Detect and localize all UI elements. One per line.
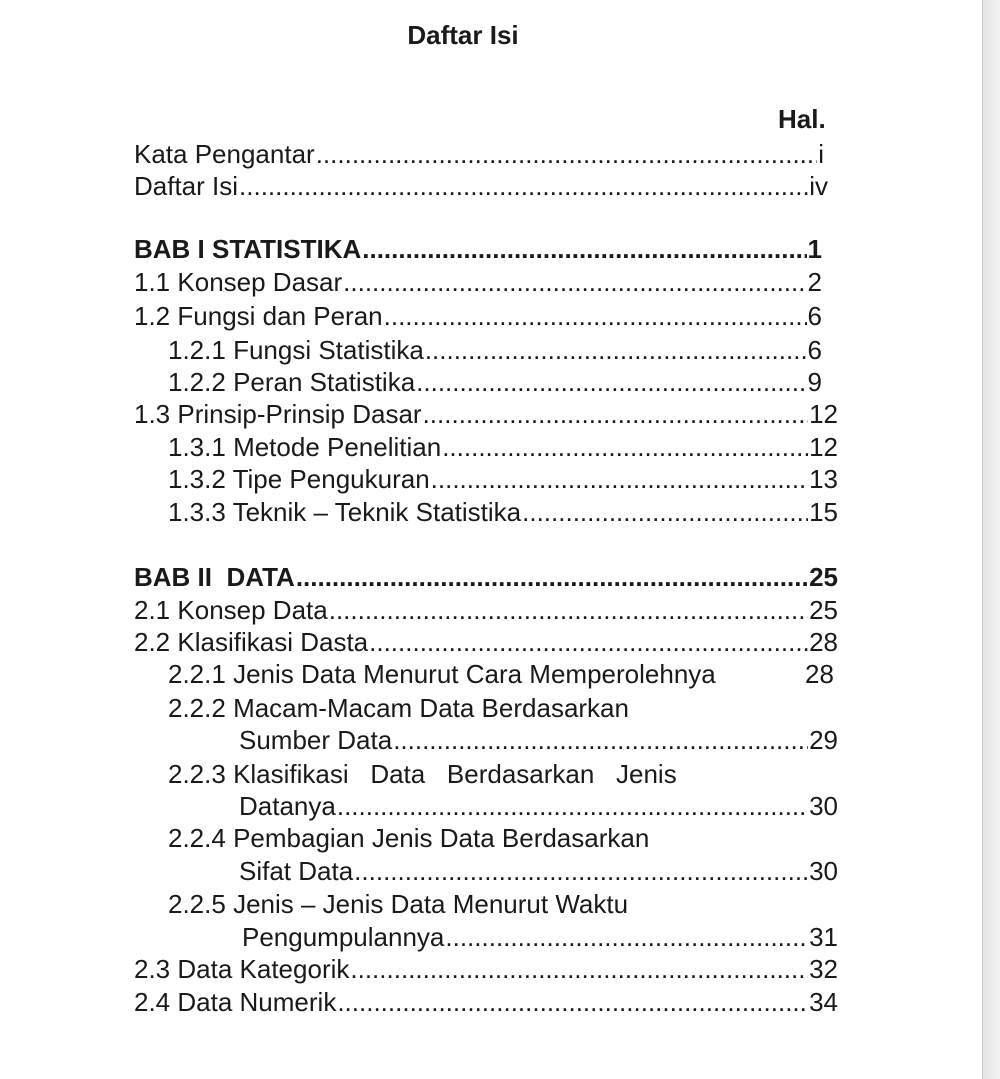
section-page: 30 xyxy=(809,791,838,821)
dot-leader xyxy=(425,334,807,366)
section-page: 29 xyxy=(809,725,838,755)
dot-leader xyxy=(343,266,806,298)
toc-entry xyxy=(168,658,716,690)
toc-entry-first-line xyxy=(168,758,677,790)
section-page: 6 xyxy=(807,335,822,365)
section-label: Peran Statistika xyxy=(233,367,416,397)
section-page: 2 xyxy=(807,267,822,297)
dot-leader xyxy=(354,855,808,887)
toc-entry-page: i xyxy=(818,139,824,169)
page-column-header: Hal. xyxy=(778,104,826,134)
section-number: 2.1 xyxy=(134,595,171,625)
toc-entry xyxy=(134,986,838,1018)
chapter-heading-bab-1 xyxy=(134,233,822,265)
section-label: Tipe Pengukuran xyxy=(232,464,430,494)
dot-leader xyxy=(329,594,808,626)
toc-entry-second-line xyxy=(239,724,838,756)
dot-leader xyxy=(369,626,808,658)
section-page: 25 xyxy=(809,595,838,625)
toc-entry xyxy=(134,594,838,626)
section-page: 31 xyxy=(809,922,838,952)
section-number: 2.2.1 xyxy=(168,659,226,689)
chapter-heading-page: 1 xyxy=(807,234,822,264)
dot-leader xyxy=(416,366,806,398)
section-label: Klasifikasi Dasta xyxy=(177,627,369,657)
toc-entry xyxy=(134,398,838,430)
dot-leader xyxy=(393,724,808,756)
toc-entry xyxy=(134,266,822,298)
dot-leader xyxy=(337,986,808,1018)
toc-entry xyxy=(168,496,838,528)
section-page: 15 xyxy=(809,497,838,527)
dot-leader xyxy=(522,496,808,528)
dot-leader xyxy=(296,561,808,593)
toc-entry-second-line xyxy=(239,855,838,887)
section-label-continued: Datanya xyxy=(239,791,336,821)
chapter-heading-label: BAB II DATA xyxy=(134,562,295,592)
toc-entry-label: Kata Pengantar xyxy=(134,139,315,169)
section-label-continued: Sifat Data xyxy=(239,856,354,886)
section-page: 13 xyxy=(809,464,838,494)
section-label: Teknik – Teknik Statistika xyxy=(232,497,522,527)
dot-leader xyxy=(445,921,808,953)
toc-entry xyxy=(168,463,838,495)
section-label: Pembagian Jenis Data Berdasarkan xyxy=(233,823,650,853)
section-number: 2.2.5 xyxy=(168,889,226,919)
section-page: 32 xyxy=(809,954,838,984)
toc-entry xyxy=(134,953,838,985)
dot-leader xyxy=(316,138,818,170)
section-label: Data Numerik xyxy=(177,987,337,1017)
section-number: 1.3 xyxy=(134,399,171,429)
toc-entry-first-line xyxy=(168,888,628,920)
section-label: Data Kategorik xyxy=(177,954,350,984)
section-page: 12 xyxy=(809,432,838,462)
section-number: 1.2 xyxy=(134,301,171,331)
section-page: 6 xyxy=(807,301,822,331)
page-edge-shadow xyxy=(982,0,1000,1079)
section-number: 2.2.4 xyxy=(168,823,226,853)
section-label: Klasifikasi Data Berdasarkan Jenis xyxy=(233,759,677,789)
section-page: 34 xyxy=(809,987,838,1017)
toc-entry xyxy=(168,366,822,398)
section-number: 2.3 xyxy=(134,954,171,984)
toc-entry xyxy=(134,626,838,658)
dot-leader xyxy=(431,463,808,495)
section-number: 1.3.3 xyxy=(168,497,226,527)
section-number: 2.2 xyxy=(134,627,171,657)
toc-entry-kata-pengantar xyxy=(134,138,824,170)
dot-leader xyxy=(239,170,808,202)
toc-entry-second-line xyxy=(239,790,838,822)
section-label: Jenis – Jenis Data Menurut Waktu xyxy=(233,889,629,919)
toc-entry xyxy=(134,300,822,332)
section-label-continued: Pengumpulannya xyxy=(242,922,445,952)
section-label-continued: Sumber Data xyxy=(239,725,393,755)
dot-leader xyxy=(384,300,807,332)
section-page: 28 xyxy=(809,627,838,657)
section-page: 12 xyxy=(809,399,838,429)
chapter-heading-bab-2 xyxy=(134,561,838,593)
dot-leader xyxy=(337,790,808,822)
dot-leader xyxy=(442,431,808,463)
section-label: Fungsi dan Peran xyxy=(177,301,383,331)
toc-entry-label: Daftar Isi xyxy=(134,171,239,201)
toc-entry-first-line xyxy=(168,692,629,724)
page-edge-line xyxy=(982,0,983,1079)
dot-leader xyxy=(350,953,808,985)
section-label: Konsep Dasar xyxy=(177,267,343,297)
chapter-heading-label: BAB I STATISTIKA xyxy=(134,234,362,264)
dot-leader xyxy=(423,398,809,430)
section-label: Metode Penelitian xyxy=(233,432,442,462)
section-label: Konsep Data xyxy=(177,595,328,625)
section-number: 1.2.2 xyxy=(168,367,226,397)
section-label: Fungsi Statistika xyxy=(233,335,424,365)
toc-entry xyxy=(168,431,838,463)
section-page: 30 xyxy=(809,856,838,886)
section-label: Prinsip-Prinsip Dasar xyxy=(177,399,422,429)
section-number: 2.2.3 xyxy=(168,759,226,789)
toc-entry-daftar-isi xyxy=(134,170,828,202)
page-title: Daftar Isi xyxy=(407,20,519,50)
section-number: 1.3.1 xyxy=(168,432,226,462)
section-number: 1.3.2 xyxy=(168,464,226,494)
section-page: 9 xyxy=(807,367,822,397)
section-label: Jenis Data Menurut Cara Memperolehnya xyxy=(233,659,716,689)
section-number: 1.2.1 xyxy=(168,335,226,365)
toc-entry-second-line xyxy=(242,921,838,953)
section-number: 2.2.2 xyxy=(168,693,226,723)
toc-entry-page: iv xyxy=(809,171,828,201)
section-label: Macam-Macam Data Berdasarkan xyxy=(233,693,629,723)
toc-entry-first-line xyxy=(168,822,649,854)
toc-entry xyxy=(168,334,822,366)
dot-leader xyxy=(362,233,806,265)
section-number: 1.1 xyxy=(134,267,171,297)
section-page: 28 xyxy=(805,659,834,689)
section-number: 2.4 xyxy=(134,987,171,1017)
chapter-heading-page: 25 xyxy=(809,562,838,592)
